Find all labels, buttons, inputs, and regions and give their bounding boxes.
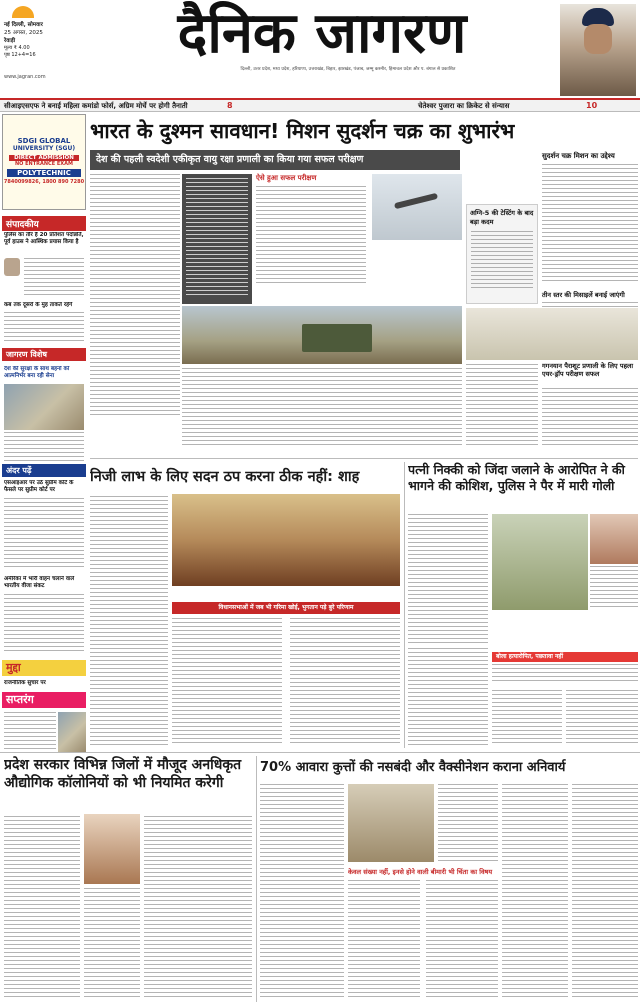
agni-body — [471, 231, 533, 291]
col-divider — [404, 462, 405, 748]
mudda-header: मुद्दा — [2, 660, 86, 676]
dogs-col2 — [348, 880, 420, 1000]
sun-logo-icon — [12, 6, 34, 18]
missile-launch-photo — [372, 174, 462, 240]
masthead-info — [4, 6, 74, 74]
andar-header: अंदर पढ़ें — [2, 464, 86, 477]
ticker-right-page: 10 — [586, 101, 598, 110]
price: मूल्य ₹ 4.00 — [4, 45, 30, 51]
box1-title: ऐसे हुआ सफल परीक्षण — [256, 174, 317, 182]
nikki-col4 — [566, 690, 638, 746]
shah-red-bar: विधानसभाओं में जब भी गरिमा खोई, भुगतान पड़े बुरे परिणाम — [172, 602, 400, 614]
mudda-item[interactable]: राजनीतिक सुचार पर — [4, 680, 46, 686]
ad-line1: SDGI GLOBAL — [17, 137, 71, 145]
dogs-col5 — [572, 784, 638, 1000]
cricketer-photo — [560, 4, 636, 96]
lead-subheadline[interactable]: देश की पहली स्वदेशी एकीकृत वायु रक्षा प्रणाली का किया गया सफल परीक्षण — [90, 150, 460, 170]
box1-body — [256, 186, 366, 286]
nikki-headline[interactable]: पत्नी निक्की को जिंदा जलाने के आरोपित ने की भागने की कोशिश, पुलिस ने पैर में मारी गोली — [408, 462, 625, 493]
mission-title: सुदर्शन चक्र मिशन का उद्देश्य — [542, 152, 615, 160]
lead-col-right — [466, 364, 538, 448]
nikki-col3 — [492, 690, 562, 746]
page-count: पृष्ठ 12+4=16 — [4, 52, 36, 58]
nikki-quote-title: बोला हत्यारोपित, पछतावा नहीं — [492, 652, 638, 662]
editions-line: दिल्ली, उत्तर प्रदेश, मध्य प्रदेश, हरियाणा, उत्तराखंड, बिहार, झारखंड, पंजाब, जम्मू कश्मीर, हिमाचल प्रदेश और प. बंगाल से प्रकाशित — [240, 67, 456, 72]
divider-bottom — [0, 752, 640, 753]
edition-city: रेवाड़ी — [4, 38, 16, 44]
parachute-test-photo — [466, 308, 638, 360]
shah-event-photo — [172, 494, 400, 586]
face-icon — [584, 24, 612, 54]
vishesh-body — [4, 432, 84, 462]
ad-line2: UNIVERSITY (SGU) — [12, 145, 76, 152]
nikki-col2 — [408, 648, 488, 746]
dogs-quote: केवल संख्या नहीं, इनसे होने वाली बीमारी भी चिंता का विषय — [348, 868, 493, 876]
dogs-bullets — [438, 784, 498, 862]
ticker-left-page: 8 — [227, 101, 233, 110]
minister-photo — [84, 814, 140, 884]
lead-col1b — [90, 306, 180, 416]
defense-system-photo — [182, 306, 462, 364]
ad-poly: POLYTECHNIC — [7, 169, 81, 177]
shah-col1 — [90, 496, 168, 746]
lead-headline[interactable]: भारत के दुश्मन सावधान! मिशन सुदर्शन चक्र का शुभारंभ — [90, 119, 515, 143]
andar-body2 — [4, 594, 84, 654]
vishesh-photo — [4, 384, 84, 430]
dogs-col4 — [502, 784, 568, 1000]
sampadkiya-item1[interactable]: पुलिस का तौर है 20 प्रतिशत पदोन्नति, पूर्व हाउस ने आस्थिक प्रयास किया है — [4, 232, 84, 245]
vishesh-header: जागरण विशेष — [2, 348, 86, 361]
dogs-photo — [348, 784, 434, 862]
nikki-caption — [590, 566, 638, 610]
launcher-vehicle-icon — [302, 324, 372, 352]
ticker-right[interactable]: चेतेश्वर पुजारा का क्रिकेट से संन्यास — [418, 102, 510, 110]
nikki-scene-photo — [492, 514, 588, 610]
lead-body-bottom — [182, 368, 462, 448]
missile-icon — [394, 193, 438, 209]
dogs-col1 — [260, 784, 344, 1000]
nikki-quote-body — [492, 664, 638, 684]
newspaper-logo: दैनिक जागरण — [177, 1, 467, 66]
saptrang-body — [4, 712, 56, 752]
colonies-col1 — [4, 816, 80, 1000]
sampadkiya-header: संपादकीय — [2, 216, 86, 231]
ad-no-exam: NO ENTRANCE EXAM — [14, 161, 74, 167]
bullet-text — [186, 178, 248, 298]
andar-body1 — [4, 498, 84, 570]
col-divider-2 — [256, 756, 257, 1002]
ad-direct: DIRECT ADMISSION — [9, 155, 79, 161]
dogs-headline[interactable]: 70% आवारा कुत्तों की नसबंदी और वैक्सीनेशन कराना अनिवार्य — [260, 760, 566, 775]
city-date: नई दिल्ली, सोमवार — [4, 22, 43, 28]
website-url[interactable]: www.jagran.com — [4, 74, 46, 80]
agni-box — [466, 204, 538, 304]
ticker-bar — [0, 98, 640, 112]
shah-col3 — [290, 618, 400, 746]
ganyaan-headline[interactable]: गगनयान पैराशूट प्रणाली के लिए पहला एयर-ड्रॉप परीक्षण सफल — [542, 362, 634, 378]
ticker-left[interactable]: सीआइएसएफ ने बनाई महिला कमांडो फोर्स, अग्रिम मोर्चे पर होगी तैनाती — [4, 102, 188, 110]
vishesh-item1[interactable]: देश की सुरक्षा के साथ बहनों को आत्मनिर्भर बना रही सेना — [4, 366, 70, 379]
andar-item2[interactable]: अमेरिका में भारी वाहन चलाने वाले भारतीय वीजा संकट — [4, 576, 75, 589]
shah-headline[interactable]: निजी लाभ के लिए सदन ठप करना ठीक नहीं: शाह — [90, 469, 360, 485]
teen-star-title: तीन स्तर की मिसाइलें बनाई जाएंगी — [542, 291, 625, 299]
nikki-col1 — [408, 514, 488, 644]
sampadkiya-body2 — [4, 312, 84, 342]
shah-col2 — [172, 618, 282, 746]
saptrang-photo — [58, 712, 86, 752]
andar-item1[interactable]: एसआइआर पर उठे सुप्रीम कोर्ट के फैसले पर सुप्रीम कोर्ट पर — [4, 480, 74, 493]
lead-col1 — [90, 174, 180, 304]
issue-date: 25 अगस्त, 2025 — [4, 30, 43, 36]
dogs-col3 — [426, 880, 498, 1000]
agni-title: अग्नि-5 की टेस्टिंग के बाद बड़ा कदम — [470, 209, 534, 226]
sampadkiya-item2[interactable]: कब तक दूसरों के मुंह ताकते रहेंगे — [4, 302, 73, 308]
nikki-portrait — [590, 514, 638, 564]
author-avatar — [4, 258, 20, 276]
divider — [90, 458, 638, 459]
sampadkiya-body — [24, 258, 84, 298]
ad-phone: 7840099826, 1800 890 7280 — [3, 179, 85, 185]
ganyaan-body — [542, 388, 638, 448]
saptrang-header: सप्तरंग — [2, 692, 86, 708]
colonies-col2 — [84, 888, 140, 1000]
colonies-col3 — [144, 816, 252, 1000]
colonies-headline[interactable]: प्रदेश सरकार विभिन्न जिलों में मौजूद अनधिकृत औद्योगिक कॉलोनियों को भी नियमित करेगी — [4, 757, 242, 791]
sgu-advertisement[interactable] — [2, 114, 86, 210]
mission-body — [542, 164, 638, 284]
lead-bullets — [182, 174, 252, 304]
